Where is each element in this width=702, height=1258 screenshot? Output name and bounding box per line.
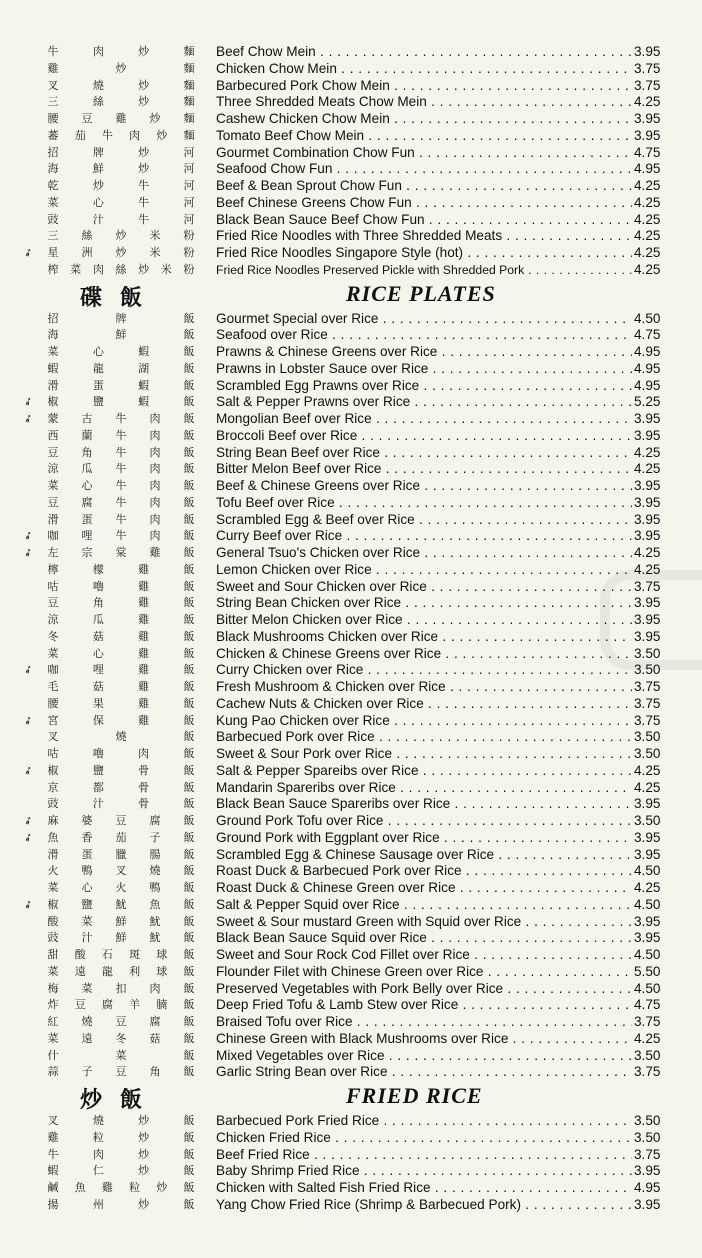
hot-pepper-icon: ➶ [21,813,36,829]
menu-item-name: Seafood over Rice . . . [216,327,632,344]
menu-item-name: Fried Rice Noodles with Three Shredded Meats . . . [216,228,632,245]
menu-item-name: Fried Rice Noodles Preserved Pickle with Shredded Pork . . . [216,262,632,279]
menu-item [0,830,702,847]
menu-item-chinese-name: 滑 蛋 臘 腸 飯 [47,847,195,861]
menu-item [0,947,702,964]
fried-rice-header [0,1081,702,1113]
menu-item-price: 4.75 [634,997,661,1013]
menu-item-name: Gourmet Combination Chow Fun . . . [216,145,632,162]
menu-item-name: Curry Beef over Rice . . . [216,528,632,545]
menu-item-name: Cashew Chicken Chow Mein . . . [216,111,632,128]
fried-rice-title: FRIED RICE [346,1083,483,1108]
menu-item-name: Chicken Fried Rice . . . [216,1130,632,1147]
menu-item-name: Kung Pao Chicken over Rice . . . [216,713,632,730]
menu-item-name: Baby Shrimp Fried Rice . . . [216,1163,632,1180]
menu-item-name: Prawns in Lobster Sauce over Rice . . . [216,361,632,378]
menu-item-price: 3.75 [634,578,661,594]
menu-item-name: Beef & Bean Sprout Chow Fun . . . [216,178,632,195]
menu-item-chinese-name: 菜 心 牛 河 [47,195,195,209]
hot-pepper-icon: ➶ [21,394,36,410]
menu-item [0,1147,702,1164]
menu-item-price: 4.95 [634,1180,661,1195]
menu-item-price: 4.25 [634,545,661,560]
menu-item-price: 3.50 [634,813,661,828]
menu-item-price: 3.95 [634,930,661,946]
menu-item [0,729,702,746]
menu-item-chinese-name: 蒜 子 豆 角 飯 [47,1065,195,1079]
menu-item-chinese-name: 麻 婆 豆 腐 飯 [47,814,195,827]
menu-item-name: Seafood Chow Fun . . . [216,161,632,178]
menu-item-name: Chicken Chow Mein . . . [216,61,632,78]
menu-item [0,1048,702,1065]
menu-item-chinese-name: 海 鮮 炒 河 [47,162,195,176]
menu-item-name: Scrambled Egg & Chinese Sausage over Rice . . . [216,847,632,864]
menu-item [0,1064,702,1081]
menu-item-price: 3.75 [634,712,661,728]
menu-item-name: Yang Chow Fried Rice (Shrimp & Barbecued Pork) . . . [216,1197,632,1214]
menu-item [0,1180,702,1197]
menu-item-name: Roast Duck & Chinese Green over Rice . . . [216,880,632,897]
menu-item [0,796,702,813]
menu-item-chinese-name: 檸 檬 雞 飯 [47,562,195,576]
menu-item [0,1113,702,1130]
menu-item-price: 3.95 [634,612,661,627]
menu-item-price: 4.50 [634,980,661,996]
menu-item-price: 4.25 [634,261,661,277]
menu-item-name: Braised Tofu over Rice . . . [216,1014,632,1031]
menu-item-name: Prawns & Chinese Greens over Rice . . . [216,344,632,361]
menu-item [0,1163,702,1180]
menu-item-price: 4.25 [634,779,661,795]
menu-item [0,646,702,663]
menu-item [0,780,702,797]
menu-item-price: 4.25 [634,194,661,210]
menu-item [0,629,702,646]
menu-item-price: 4.25 [634,178,661,193]
menu-item-chinese-name: 椒 鹽 骨 飯 [47,763,195,777]
menu-item-price: 3.95 [634,528,661,544]
menu-item-chinese-name: 蒙 古 牛 肉 飯 [47,412,195,425]
menu-item-chinese-name: 蝦 龍 湖 飯 [47,361,195,375]
menu-item-chinese-name: 海 鮮 飯 [47,328,195,342]
menu-item [0,94,702,111]
menu-item-chinese-name: 菜 心 雞 飯 [47,646,195,660]
menu-item-name: Chicken & Chinese Greens over Rice . . . [216,646,632,663]
menu-item-name: Cachew Nuts & Chicken over Rice . . . [216,696,632,713]
menu-item-chinese-name: 腰 豆 雞 炒 麵 [47,112,195,125]
menu-item-chinese-name: 火 鴨 叉 燒 飯 [47,864,195,878]
menu-item-price: 3.95 [634,44,661,59]
menu-item-price: 4.25 [634,461,661,477]
menu-item-chinese-name: 菜 心 火 鴨 飯 [47,881,195,894]
menu-item-chinese-name: 叉 燒 炒 飯 [47,1114,195,1127]
menu-item-price: 4.25 [634,245,661,260]
menu-item [0,311,702,328]
menu-item [0,997,702,1014]
menu-item-price: 3.95 [634,427,661,443]
menu-item-price: 3.95 [634,1163,661,1179]
menu-item-name: Mandarin Spareribs over Rice . . . [216,780,632,797]
menu-item [0,897,702,914]
menu-item [0,696,702,713]
chow-mein-section [0,44,702,279]
fried-rice-zh-title: 炒飯 [80,1087,161,1113]
menu-item-name: String Bean Chicken over Rice . . . [216,595,632,612]
menu-item [0,1130,702,1147]
menu-item [0,327,702,344]
menu-item-price: 4.25 [634,561,661,577]
menu-item-chinese-name: 菜 心 牛 肉 飯 [47,479,195,492]
menu-item [0,679,702,696]
menu-item-price: 4.25 [634,1030,661,1046]
menu-item-chinese-name: 招 牌 炒 河 [47,145,195,159]
menu-item-price: 3.50 [634,729,661,745]
menu-page [0,44,702,1214]
menu-item [0,361,702,378]
menu-item [0,495,702,512]
menu-item [0,61,702,78]
menu-item-name: Beef Chow Mein . . . [216,44,632,61]
menu-item-name: Ground Pork with Eggplant over Rice . . . [216,830,632,847]
menu-item-price: 3.95 [634,478,661,493]
menu-item-name: Black Bean Sauce Beef Chow Fun . . . [216,212,632,229]
menu-item-chinese-name: 紅 燒 豆 腐 飯 [47,1015,195,1028]
fried-rice-section [0,1113,702,1214]
menu-item-chinese-name: 涼 瓜 牛 肉 飯 [47,462,195,476]
menu-item [0,746,702,763]
menu-item-price: 3.75 [634,1064,661,1080]
menu-item-chinese-name: 乾 炒 牛 河 [47,179,195,192]
menu-item-price: 3.75 [634,60,661,76]
hot-pepper-icon: ➶ [21,763,36,779]
menu-item-price: 3.95 [634,829,661,845]
menu-item-chinese-name: 星 洲 炒 米 粉 [47,246,195,259]
menu-item [0,763,702,780]
menu-item-name: Mongolian Beef over Rice . . . [216,411,632,428]
menu-item-price: 3.50 [634,645,661,661]
menu-item-chinese-name: 豉 汁 牛 河 [47,212,195,226]
menu-item-name: Roast Duck & Barbecued Pork over Rice . . . [216,863,632,880]
menu-item-name: Black Bean Sauce Spareribs over Rice . . . [216,796,632,813]
menu-item [0,880,702,897]
menu-item-price: 4.25 [634,762,661,778]
rice-plates-header [0,279,702,311]
rice-plates-title: RICE PLATES [346,280,496,306]
menu-item-chinese-name: 滑 蛋 蝦 飯 [47,378,195,392]
menu-item-chinese-name: 滑 蛋 牛 肉 飯 [47,512,195,526]
menu-item [0,595,702,612]
menu-item [0,344,702,361]
menu-item-name: Gourmet Special over Rice . . . [216,311,632,328]
menu-item-price: 4.25 [634,444,661,460]
menu-item [0,813,702,830]
menu-item-price: 4.95 [634,161,661,177]
menu-item-chinese-name: 招 牌 飯 [47,311,195,325]
menu-item-price: 4.75 [634,327,661,343]
menu-item-price: 4.95 [634,344,661,359]
menu-item-price: 4.95 [634,360,661,376]
menu-item-name: Chicken with Salted Fish Fried Rice . . . [216,1180,632,1197]
menu-item [0,847,702,864]
menu-item-name: Broccoli Beef over Rice . . . [216,428,632,445]
menu-item-name: General Tsuo's Chicken over Rice . . . [216,545,632,562]
menu-item-name: Salt & Pepper Squid over Rice . . . [216,897,632,914]
menu-item-chinese-name: 咕 嚕 肉 飯 [47,747,195,760]
menu-item-chinese-name: 咖 哩 牛 肉 飯 [47,529,195,543]
menu-item-price: 3.95 [634,1196,661,1212]
menu-item-chinese-name: 毛 菇 雞 飯 [47,680,195,693]
menu-item [0,461,702,478]
menu-item [0,428,702,445]
menu-item-chinese-name: 叉 燒 飯 [47,730,195,744]
menu-item-name: Curry Chicken over Rice . . . [216,662,632,679]
menu-item [0,981,702,998]
menu-item-price: 3.50 [634,1129,661,1145]
menu-item [0,528,702,545]
menu-item-price: 4.75 [634,144,661,160]
menu-item [0,1197,702,1214]
hot-pepper-icon: ➶ [21,713,36,728]
menu-item-price: 3.75 [634,1146,661,1162]
menu-item-price: 4.25 [634,211,661,227]
menu-item [0,111,702,128]
menu-item-chinese-name: 魚 香 茄 子 飯 [47,830,195,844]
menu-item-name: Flounder Filet with Chinese Green over Rice . . . [216,964,632,981]
rice-plates-section [0,311,702,1082]
menu-item-chinese-name: 豉 汁 骨 飯 [47,797,195,811]
menu-item [0,863,702,880]
menu-item-chinese-name: 鹹 魚 雞 粒 炒 飯 [47,1181,195,1194]
menu-item-chinese-name: 西 蘭 牛 肉 飯 [47,428,195,442]
menu-item-price: 4.50 [634,947,661,962]
menu-item-chinese-name: 叉 燒 炒 麵 [47,78,195,92]
menu-item-chinese-name: 豆 角 雞 飯 [47,596,195,610]
menu-item-price: 4.25 [634,880,661,895]
menu-item-chinese-name: 牛 肉 炒 飯 [47,1147,195,1161]
menu-item-name: Fried Rice Noodles Singapore Style (hot) . . . [216,245,632,262]
menu-item-chinese-name: 京 都 骨 飯 [47,780,195,794]
menu-item-price: 5.25 [634,394,661,410]
menu-item-price: 3.75 [634,1014,661,1029]
menu-item-price: 4.25 [634,228,661,244]
menu-item-price: 3.95 [634,595,661,611]
menu-item-chinese-name: 菜 心 蝦 飯 [47,345,195,358]
menu-item-price: 3.95 [634,127,661,143]
menu-item-chinese-name: 豉 汁 鮮 魷 飯 [47,931,195,945]
menu-item-price: 3.95 [634,494,661,510]
menu-item [0,445,702,462]
menu-item-chinese-name: 豆 角 牛 肉 飯 [47,445,195,459]
menu-item-name: Black Mushrooms Chicken over Rice . . . [216,629,632,646]
menu-item-name: Sweet & Sour mustard Green with Squid over Rice . . . [216,914,632,931]
menu-item-name: Tomato Beef Chow Mein . . . [216,128,632,145]
menu-item-price: 3.95 [634,796,661,812]
menu-item-name: Beef Chinese Greens Chow Fun . . . [216,195,632,212]
menu-item-chinese-name: 菜 遠 冬 菇 飯 [47,1031,195,1045]
menu-item [0,512,702,529]
menu-item-chinese-name: 三 絲 炒 米 粉 [47,229,195,243]
menu-item [0,1031,702,1048]
menu-item [0,212,702,229]
menu-item-name: Salt & Pepper Prawns over Rice . . . [216,394,632,411]
menu-item-chinese-name: 榨 菜 肉 絲 炒 米 粉 [47,262,195,276]
menu-item [0,78,702,95]
menu-item-price: 4.95 [634,377,661,393]
menu-item [0,411,702,428]
hot-pepper-icon: ➶ [21,662,36,678]
rice-plates-zh-title: 碟飯 [80,284,161,311]
menu-item-chinese-name: 炸 豆 腐 羊 腩 飯 [47,998,195,1012]
hot-pepper-icon: ➶ [21,830,36,846]
menu-item-chinese-name: 甜 酸 石 斑 球 飯 [47,948,195,961]
menu-item-chinese-name: 椒 鹽 蝦 飯 [47,395,195,409]
menu-item-chinese-name: 豆 腐 牛 肉 飯 [47,495,195,509]
menu-item-price: 3.50 [634,746,661,761]
menu-item [0,245,702,262]
menu-item-name: Barbecued Pork Fried Rice . . . [216,1113,632,1130]
menu-item-name: Lemon Chicken over Rice . . . [216,562,632,579]
menu-item-price: 3.95 [634,111,661,126]
menu-item-chinese-name: 蕃 茄 牛 肉 炒 麵 [47,128,195,142]
menu-item [0,161,702,178]
menu-item-name: Mixed Vegetables over Rice . . . [216,1048,632,1065]
menu-item-chinese-name: 椒 鹽 魷 魚 飯 [47,897,195,911]
menu-item-name: Fresh Mushroom & Chicken over Rice . . . [216,679,632,696]
hot-pepper-icon: ➶ [21,545,36,561]
menu-item [0,930,702,947]
menu-item-name: String Bean Beef over Rice . . . [216,445,632,462]
menu-item-name: Bitter Melon Chicken over Rice . . . [216,612,632,629]
menu-item-chinese-name: 梅 菜 扣 肉 飯 [47,981,195,995]
menu-item-price: 3.95 [634,511,661,527]
menu-item-price: 4.50 [634,863,661,879]
menu-item-chinese-name: 揚 州 炒 飯 [47,1197,195,1211]
menu-item-name: Chinese Green with Black Mushrooms over Rice . . . [216,1031,632,1048]
menu-item-chinese-name: 牛 肉 炒 麵 [47,45,195,58]
menu-item-name: Deep Fried Tofu & Lamb Stew over Rice . . . [216,997,632,1014]
menu-item [0,545,702,562]
menu-item-chinese-name: 涼 瓜 雞 飯 [47,613,195,626]
menu-item-price: 3.75 [634,77,661,93]
menu-item [0,44,702,61]
menu-item-chinese-name: 咖 哩 雞 飯 [47,663,195,677]
menu-item [0,478,702,495]
menu-item [0,178,702,195]
menu-item [0,262,702,279]
menu-item-name: Garlic String Bean over Rice . . . [216,1064,632,1081]
menu-item-price: 3.95 [634,913,661,929]
menu-item-price: 3.75 [634,679,661,694]
menu-item-chinese-name: 酸 菜 鮮 魷 飯 [47,914,195,928]
menu-item-chinese-name: 宮 保 雞 飯 [47,713,195,727]
menu-item-name: Preserved Vegetables with Pork Belly over Rice . . . [216,981,632,998]
hot-pepper-icon: ➶ [21,245,36,261]
menu-item-name: Tofu Beef over Rice . . . [216,495,632,512]
menu-item-price: 3.50 [634,1047,661,1063]
hot-pepper-icon: ➶ [21,411,36,427]
menu-item-name: Scrambled Egg & Beef over Rice . . . [216,512,632,529]
menu-item [0,579,702,596]
menu-item [0,394,702,411]
menu-item-price: 3.95 [634,628,661,644]
menu-item-price: 3.95 [634,846,661,862]
menu-item-price: 5.50 [634,963,661,979]
menu-item-name: Bitter Melon Beef over Rice . . . [216,461,632,478]
menu-item [0,128,702,145]
menu-item [0,378,702,395]
menu-item-price: 4.50 [634,310,661,326]
menu-item-chinese-name: 三 絲 炒 麵 [47,95,195,109]
menu-item-name: Sweet and Sour Chicken over Rice . . . [216,579,632,596]
menu-item [0,562,702,579]
menu-item [0,228,702,245]
menu-item-price: 3.50 [634,662,661,678]
menu-item-name: Beef Fried Rice . . . [216,1147,632,1164]
menu-item-chinese-name: 冬 菇 雞 飯 [47,629,195,643]
menu-item-chinese-name: 什 菜 飯 [47,1048,195,1062]
menu-item-chinese-name: 蝦 仁 炒 飯 [47,1164,195,1178]
menu-item-name: Ground Pork Tofu over Rice . . . [216,813,632,830]
menu-item [0,713,702,730]
menu-item-price: 3.50 [634,1113,661,1128]
menu-item [0,964,702,981]
menu-item-chinese-name: 腰 果 雞 飯 [47,696,195,710]
menu-item-name: Scrambled Egg Prawns over Rice . . . [216,378,632,395]
menu-item-chinese-name: 左 宗 棠 雞 飯 [47,546,195,559]
menu-item-chinese-name: 菜 遠 龍 利 球 飯 [47,964,195,978]
menu-item-price: 3.95 [634,411,661,426]
menu-item [0,662,702,679]
menu-item-chinese-name: 咕 嚕 雞 飯 [47,579,195,593]
menu-item-name: Beef & Chinese Greens over Rice . . . [216,478,632,495]
menu-item-name: Barbecured Pork Chow Mein . . . [216,78,632,95]
menu-item-price: 4.50 [634,896,661,912]
menu-item [0,145,702,162]
menu-item [0,1014,702,1031]
menu-item-name: Barbecued Pork over Rice . . . [216,729,632,746]
menu-item-chinese-name: 雞 粒 炒 飯 [47,1130,195,1144]
menu-item-name: Black Bean Sauce Squid over Rice . . . [216,930,632,947]
menu-item-price: 3.75 [634,695,661,711]
hot-pepper-icon: ➶ [21,897,36,913]
menu-item-price: 4.25 [634,94,661,110]
menu-item [0,195,702,212]
menu-item-name: Salt & Pepper Spareibs over Rice . . . [216,763,632,780]
hot-pepper-icon: ➶ [21,528,36,544]
menu-item-name: Sweet and Sour Rock Cod Fillet over Rice . . . [216,947,632,964]
menu-item-name: Sweet & Sour Pork over Rice . . . [216,746,632,763]
menu-item [0,612,702,629]
menu-item-name: Three Shredded Meats Chow Mein . . . [216,94,632,111]
menu-item [0,914,702,931]
menu-item-chinese-name: 雞 炒 麵 [47,61,195,75]
